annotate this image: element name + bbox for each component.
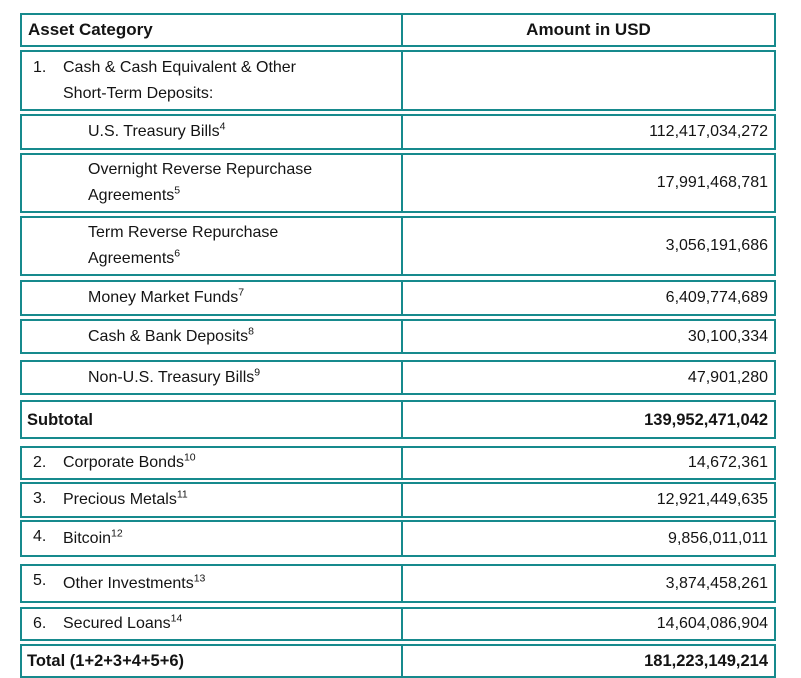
amount-cell: 6,409,774,689 xyxy=(401,282,774,314)
row-label: U.S. Treasury Bills$^4$ xyxy=(88,120,226,140)
amount-cell: 17,991,468,781 xyxy=(401,155,774,211)
amount-cell: 12,921,449,635 xyxy=(401,484,774,516)
asset-category-cell xyxy=(22,646,401,676)
column-header-label: Asset Category xyxy=(28,20,153,39)
asset-category-cell xyxy=(22,52,401,109)
table-row-secured-loans xyxy=(20,607,776,641)
table-row-cash-bank-deposits xyxy=(20,319,776,354)
item-number: 2. xyxy=(33,454,47,471)
asset-category-cell xyxy=(22,282,401,314)
row-label: Money Market Funds$^7$ xyxy=(88,286,245,306)
table-row-corporate-bonds xyxy=(20,446,776,480)
footnote-ref: 10 xyxy=(183,451,196,464)
footnote-ref: 11 xyxy=(176,488,188,501)
row-label: Corporate Bonds$^{10}$ xyxy=(63,451,196,471)
item-number: 1. xyxy=(33,59,47,76)
table-row-overnight-reverse-repo xyxy=(20,153,776,213)
table-row-non-us-treasury-bills xyxy=(20,360,776,395)
item-number: 6. xyxy=(33,615,47,632)
asset-category-cell xyxy=(22,522,401,555)
row-label: Precious Metals$^{11}$ xyxy=(63,488,188,508)
amount-cell: 139,952,471,042 xyxy=(401,402,774,437)
row-label: Subtotal xyxy=(27,410,93,429)
column-header-label: Amount in USD xyxy=(526,20,651,39)
row-label: Other Investments$^{13}$ xyxy=(63,572,206,592)
amount-cell: 181,223,149,214 xyxy=(401,646,774,676)
asset-category-cell xyxy=(22,218,401,274)
column-header-asset-category xyxy=(22,15,401,45)
footnote-ref: 8 xyxy=(248,325,254,338)
row-label: Cash & Cash Equivalent & Other Short-Term Deposits: xyxy=(63,59,297,102)
column-header-amount-usd xyxy=(401,15,774,45)
amount-cell: 30,100,334 xyxy=(401,321,774,352)
amount-cell: 14,672,361 xyxy=(401,448,774,478)
footnote-ref: 12 xyxy=(111,527,123,540)
asset-category-cell xyxy=(22,566,401,601)
row-label: Term Reverse Repurchase Agreements$^6$ xyxy=(88,224,279,267)
footnote-ref: 7 xyxy=(238,286,245,299)
asset-category-cell xyxy=(22,448,401,478)
footnote-ref: 6 xyxy=(174,247,181,260)
row-label: Non-U.S. Treasury Bills$^9$ xyxy=(88,366,261,386)
footnote-ref: 9 xyxy=(254,366,261,379)
amount-cell: 14,604,086,904 xyxy=(401,609,774,639)
asset-category-cell xyxy=(22,116,401,148)
asset-category-cell xyxy=(22,321,401,352)
footnote-ref: 14 xyxy=(170,612,183,625)
table-row-term-reverse-repo xyxy=(20,216,776,276)
row-label: Bitcoin$^{12}$ xyxy=(63,527,123,547)
table-row-total xyxy=(20,644,776,678)
table-row-money-market-funds xyxy=(20,280,776,316)
item-number: 4. xyxy=(33,528,47,545)
footnote-ref: 13 xyxy=(193,572,206,585)
asset-category-cell xyxy=(22,609,401,639)
footnote-ref: 4 xyxy=(219,120,226,133)
asset-category-cell xyxy=(22,155,401,211)
row-label: Secured Loans$^{14}$ xyxy=(63,612,183,632)
amount-cell: 9,856,011,011 xyxy=(401,522,774,555)
table-row-us-treasury-bills xyxy=(20,114,776,150)
table-row-cash-equivalents-group xyxy=(20,50,776,111)
table-row-bitcoin xyxy=(20,520,776,557)
asset-category-cell xyxy=(22,402,401,437)
item-number: 5. xyxy=(33,572,47,589)
row-label: Total (1+2+3+4+5+6) xyxy=(27,652,184,670)
table-row-subtotal xyxy=(20,400,776,439)
footnote-ref: 5 xyxy=(174,184,181,197)
row-label: Cash & Bank Deposits$^8$ xyxy=(88,325,254,345)
row-label: Overnight Reverse Repurchase Agreements$^5$ xyxy=(88,161,313,204)
item-number: 3. xyxy=(33,490,47,507)
assets-table xyxy=(20,13,776,678)
amount-cell: 3,056,191,686 xyxy=(401,218,774,274)
asset-category-cell xyxy=(22,484,401,516)
asset-category-cell xyxy=(22,362,401,393)
amount-cell: 3,874,458,261 xyxy=(401,566,774,601)
table-row-other-investments xyxy=(20,564,776,603)
table-header-row xyxy=(20,13,776,47)
table-row-precious-metals xyxy=(20,482,776,518)
amount-cell: 112,417,034,272 xyxy=(401,116,774,148)
amount-cell xyxy=(401,52,774,109)
amount-cell: 47,901,280 xyxy=(401,362,774,393)
